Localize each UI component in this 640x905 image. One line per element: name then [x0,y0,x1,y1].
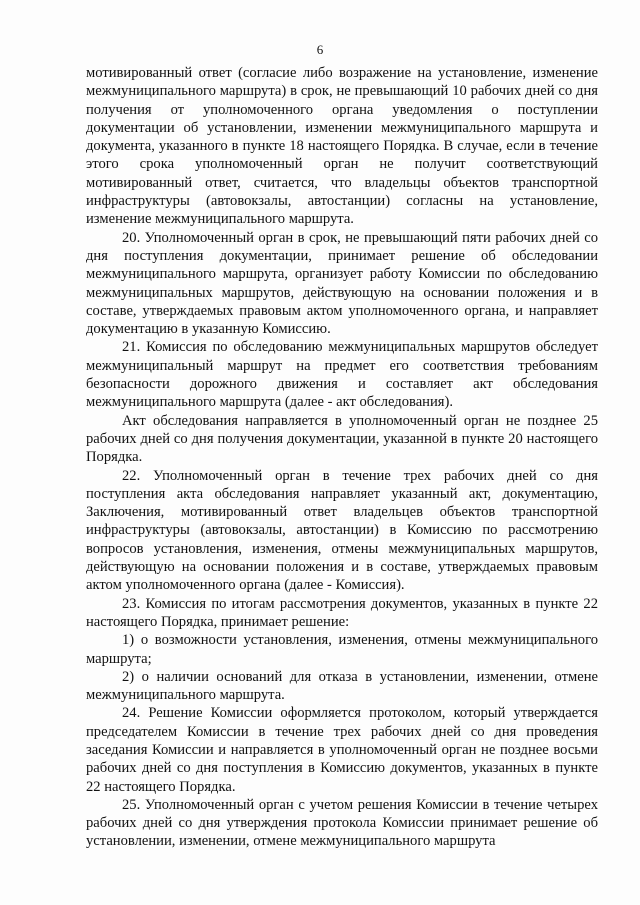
paragraph-21: 21. Комиссия по обследованию межмуниципальных маршрутов обследует межмуниципальный маршрут на предмет его соответствия требованиям безопасности дорожного движения и составляет акт обследования межмуниципального маршрута (далее - акт обследования). [86,339,598,411]
paragraph-23-item-2: 2) о наличии оснований для отказа в установлении, изменении, отмене межмуниципального маршрута. [86,668,598,704]
paragraph-inspection-act: Акт обследования направляется в уполномоченный орган не позднее 25 рабочих дней со дня получения документации, указанной в пункте 20 настоящего Порядка. [86,412,598,466]
paragraph-23-item-1: 1) о возможности установления, изменения, отмены межмуниципального маршрута; [86,632,598,667]
paragraph-22: 22. Уполномоченный орган в течение трех рабочих дней со дня поступления акта обследования направляет указанный акт, документацию, Заключения, мотивированный ответ владельцев объектов транспортной инфраструктуры (автовокзалы, автостанции) в Комиссию по рассмотрению вопросов установления, изменения, отмены межмуниципальных маршрутов, действующую на основании положения и в составе, утверждаемых правовым актом уполномоченного органа (далее - Комиссия). [86,467,598,594]
paragraph-20: 20. Уполномоченный орган в срок, не превышающий пяти рабочих дней со дня поступления документации, принимает решение об обследовании межмуниципального маршрута, организует работу Комиссии по обследованию межмуниципальных маршрутов, действующую на основании положения и в составе, утверждаемых правовым актом уполномоченного органа, и направляет документацию в указанную Комиссию. [86,229,598,338]
paragraph-25: 25. Уполномоченный орган с учетом решения Комиссии в течение четырех рабочих дней со дня утверждения протокола Комиссии принимает решение об установлении, изменении, отмене межмуниципального маршрута [86,796,598,850]
paragraph-24: 24. Решение Комиссии оформляется протоколом, который утверждается председателем Комиссии в течение трех рабочих дней со дня проведения заседания Комиссии и направляется в уполномоченный орган не позднее восьми рабочих дней со дня поступления в Комиссию документов, указанных в пункте 22 настоящего Порядка. [86,705,598,795]
paragraph-continuation: мотивированный ответ (согласие либо возражение на установление, изменение межмуниципального маршрута) в срок, не превышающий 10 рабочих дней со дня получения от уполномоченного органа уведомления о поступлении документации об установлении, изменении межмуниципального маршрута и документа, указанного в пункте 18 настоящего Порядка. В случае, если в течение этого срока уполномоченный орган не получит соответствующий мотивированный ответ, считается, что владельцы объектов транспортной инфраструктуры (автовокзалы, автостанции) согласны на установление, изменение межмуниципального маршрута. [86,65,598,228]
paragraph-23: 23. Комиссия по итогам рассмотрения документов, указанных в пункте 22 настоящего Порядка, принимает решение: [86,595,598,630]
document-body [86,64,598,851]
page-number: 6 [316,42,324,57]
